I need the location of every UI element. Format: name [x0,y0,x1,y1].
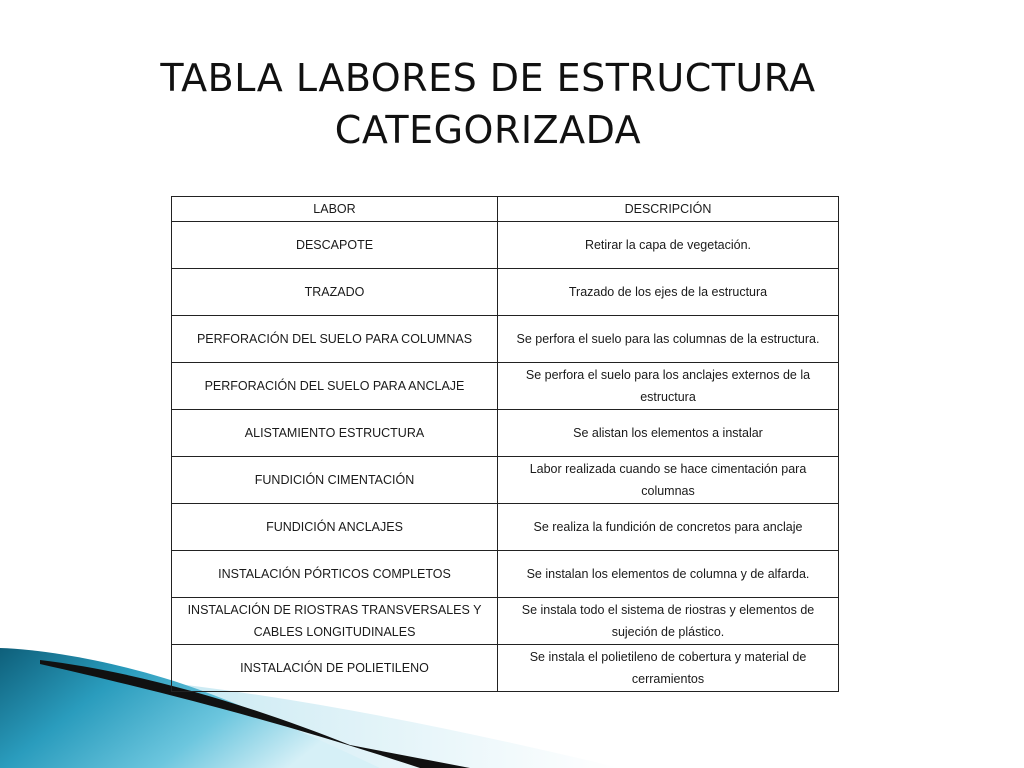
table-row [172,269,839,316]
cell-labor: FUNDICIÓN ANCLAJES [172,504,498,551]
slide-title [0,52,976,156]
cell-descripcion: Se alistan los elementos a instalar [498,410,839,457]
table-row [172,410,839,457]
cell-descripcion: Retirar la capa de vegetación. [498,222,839,269]
cell-labor: INSTALACIÓN DE POLIETILENO [172,645,498,692]
table-row [172,316,839,363]
cell-labor: PERFORACIÓN DEL SUELO PARA COLUMNAS [172,316,498,363]
cell-labor: INSTALACIÓN PÓRTICOS COMPLETOS [172,551,498,598]
labores-table [171,196,839,692]
cell-descripcion: Trazado de los ejes de la estructura [498,269,839,316]
cell-labor: DESCAPOTE [172,222,498,269]
cell-descripcion: Labor realizada cuando se hace cimentación para columnas [498,457,839,504]
table-row [172,222,839,269]
table-row [172,551,839,598]
cell-labor: FUNDICIÓN CIMENTACIÓN [172,457,498,504]
cell-descripcion: Se perfora el suelo para los anclajes externos de la estructura [498,363,839,410]
title-line-1: TABLA LABORES DE ESTRUCTURA [160,56,816,100]
table-row [172,504,839,551]
cell-descripcion: Se instalan los elementos de columna y de alfarda. [498,551,839,598]
header-descripcion: DESCRIPCIÓN [498,197,839,222]
table-row [172,363,839,410]
cell-descripcion: Se realiza la fundición de concretos para anclaje [498,504,839,551]
cell-labor: ALISTAMIENTO ESTRUCTURA [172,410,498,457]
table-row [172,645,839,692]
table-header-row [172,197,839,222]
title-line-2: CATEGORIZADA [334,108,642,152]
cell-descripcion: Se instala el polietileno de cobertura y material de cerramientos [498,645,839,692]
cell-labor: INSTALACIÓN DE RIOSTRAS TRANSVERSALES Y CABLES LONGITUDINALES [172,598,498,645]
cell-descripcion: Se perfora el suelo para las columnas de la estructura. [498,316,839,363]
cell-descripcion: Se instala todo el sistema de riostras y elementos de sujeción de plástico. [498,598,839,645]
header-labor: LABOR [172,197,498,222]
cell-labor: PERFORACIÓN DEL SUELO PARA ANCLAJE [172,363,498,410]
cell-labor: TRAZADO [172,269,498,316]
table-row [172,598,839,645]
table-row [172,457,839,504]
